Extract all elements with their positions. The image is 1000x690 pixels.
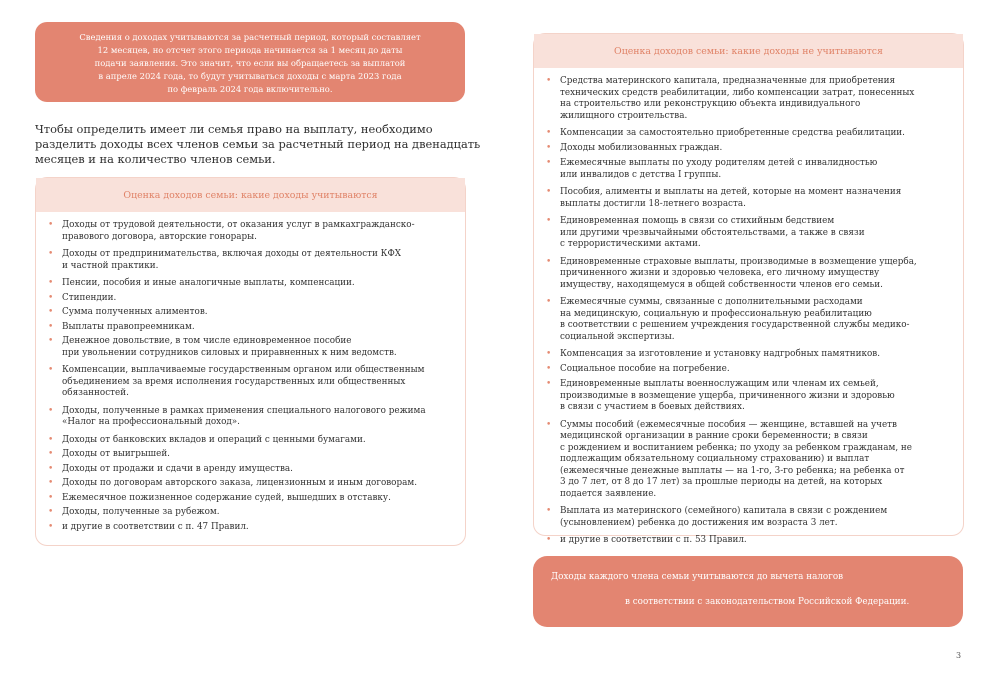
list-item-text: Единовременная помощь в связи со стихийным бедствием <box>560 216 835 226</box>
list-item <box>546 158 951 181</box>
list-item-text: социальной экспертизы. <box>560 331 675 342</box>
list-item-text: Суммы пособий (ежемесячные пособия — женщине, вставшей на учетв <box>560 419 897 430</box>
list-item <box>48 478 453 490</box>
bullet-icon: • <box>546 256 552 267</box>
bullet-icon: • <box>48 449 54 459</box>
list-item <box>48 406 453 429</box>
bullet-icon: • <box>546 76 552 86</box>
list-item <box>546 187 951 210</box>
excluded-income-card <box>533 33 964 545</box>
list-item <box>546 257 951 292</box>
bullet-icon: • <box>48 249 54 259</box>
list-item-text: Денежное довольствие, в том числе единовременное пособие <box>62 336 352 346</box>
income-period-note <box>35 22 465 102</box>
list-item-text: или инвалидов с детства I группы. <box>560 169 722 180</box>
list-item-text: Доходы мобилизованных граждан. <box>560 143 723 153</box>
list-item-text: подлежащим обязательному социальному страхованию) и выплат <box>560 454 870 464</box>
bullet-icon: • <box>546 349 552 359</box>
list-item-text: Доходы, полученные за рубежом. <box>62 507 220 517</box>
bullet-icon: • <box>48 521 54 532</box>
bullet-icon: • <box>546 535 552 545</box>
list-item-text: Доходы от предпринимательства, включая доходы от деятельности КФХ <box>62 249 402 259</box>
bullet-icon: • <box>48 434 54 445</box>
list-item <box>546 379 951 414</box>
bullet-icon: • <box>48 405 54 416</box>
bullet-icon: • <box>48 292 54 303</box>
intro-line: месяцев и на количество членов семьи. <box>35 152 276 166</box>
list-item-text: и частной практики. <box>62 260 159 271</box>
bullet-icon: • <box>546 143 552 153</box>
bullet-icon: • <box>48 507 54 517</box>
list-item <box>48 464 453 476</box>
taxes-note <box>533 556 963 627</box>
bullet-icon: • <box>48 478 54 488</box>
taxes-note-line: Доходы каждого члена семьи учитываются до вычета налогов <box>551 572 844 582</box>
list-item-text: Ежемесячные выплаты по уходу родителям детей с инвалидностью <box>560 158 878 168</box>
note-line: в апреле 2024 года, то будут учитываться доходы с марта 2023 года <box>98 71 402 81</box>
list-item <box>48 507 453 519</box>
bullet-icon: • <box>48 365 54 375</box>
bullet-icon: • <box>546 158 552 168</box>
list-item <box>48 522 453 534</box>
included-income-card <box>35 177 466 546</box>
list-item-text: имуществу, находящемуся в общей собственности членов его семьи. <box>560 279 883 290</box>
list-item-text: Компенсации, выплачиваемые государственным органом или общественным <box>62 365 425 375</box>
intro-line: разделить доходы всех членов семьи за расчетный период на двенадцать <box>35 137 481 151</box>
intro-paragraph <box>35 122 481 167</box>
list-item <box>48 278 453 290</box>
list-item-text: Стипендии. <box>62 292 117 303</box>
list-item-text: в связи с участием в боевых действиях. <box>560 402 745 412</box>
bullet-icon: • <box>48 307 54 317</box>
list-item-text: Выплата из материнского (семейного) капитала в связи с рождением <box>560 506 888 516</box>
list-item-text: Средства материнского капитала, предназначенные для приобретения <box>560 76 896 86</box>
list-item-text: обязанностей. <box>62 388 129 398</box>
list-item-text: и другие в соответствии с п. 53 Правил. <box>560 535 747 545</box>
list-item <box>546 76 951 122</box>
list-item-text: и другие в соответствии с п. 47 Правил. <box>62 521 249 532</box>
list-item <box>48 365 453 400</box>
bullet-icon: • <box>546 216 552 226</box>
intro-line: Чтобы определить имеет ли семья право на выплату, необходимо <box>35 122 433 136</box>
bullet-icon: • <box>48 492 54 503</box>
bullet-icon: • <box>546 128 552 138</box>
list-item <box>546 420 951 501</box>
bullet-icon: • <box>546 187 552 197</box>
bullet-icon: • <box>48 220 54 230</box>
note-line: по февраль 2024 года включительно. <box>167 84 333 94</box>
list-item-text: Пенсии, пособия и иные аналогичные выплаты, компенсации. <box>62 278 355 288</box>
note-line: Сведения о доходах учитываются за расчетный период, который составляет <box>79 32 421 42</box>
list-item-text: Доходы от банковских вкладов и операций с ценными бумагами. <box>62 434 366 445</box>
list-item <box>546 143 951 155</box>
bullet-icon: • <box>546 364 552 374</box>
bullet-icon: • <box>48 278 54 288</box>
list-item <box>48 449 453 461</box>
excluded-income-title: Оценка доходов семьи: какие доходы не учитываются <box>534 34 963 68</box>
list-item-text: объединением за время исполнения государственных или общественных <box>62 376 406 387</box>
list-item-text: Ежемесячное пожизненное содержание судей, вышедших в отставку. <box>62 492 391 503</box>
page-number: 3 <box>956 651 962 660</box>
list-item-text: Доходы от трудовой деятельности, от оказания услуг в рамкахгражданско- <box>62 220 415 230</box>
note-line: 12 месяцев, но отсчет этого периода начинается за 1 месяц до даты <box>97 45 403 55</box>
list-item <box>48 249 453 272</box>
list-item <box>546 128 951 140</box>
list-item-text: Компенсация за изготовление и установку надгробных памятников. <box>560 349 881 359</box>
list-item <box>48 220 453 243</box>
list-item-text: технических средств реабилитации, либо компенсации затрат, понесенных <box>560 87 915 98</box>
list-item <box>48 293 453 305</box>
list-item-text: Сумма полученных алиментов. <box>62 307 208 317</box>
list-item <box>546 216 951 251</box>
list-item-text: 3 до 7 лет, от 8 до 17 лет) за прошлые периоды на детей, на которых <box>560 477 883 487</box>
list-item-text: Выплаты правопреемникам. <box>62 321 195 332</box>
list-item-text: Единовременные выплаты военнослужащим или членам их семьей, <box>560 379 879 389</box>
included-income-title: Оценка доходов семьи: какие доходы учитываются <box>36 178 465 212</box>
list-item-text: жилищного строительства. <box>560 110 688 121</box>
list-item-text: причиненного жизни и здоровью человека, его личному имуществу <box>560 268 880 278</box>
list-item <box>48 307 453 319</box>
list-item-text: Доходы от выигрышей. <box>62 449 170 459</box>
list-item-text: Ежемесячные суммы, связанные с дополнительными расходами <box>560 297 863 307</box>
list-item <box>546 506 951 529</box>
list-item-text: в соответствии с решением учреждения государственной службы медико- <box>560 320 910 330</box>
bullet-icon: • <box>48 463 54 474</box>
list-item-text: «Налог на профессиональный доход». <box>62 417 240 427</box>
bullet-icon: • <box>48 321 54 332</box>
list-item-text: на строительство или реконструкцию объекта индивидуального <box>560 99 861 109</box>
list-item <box>48 493 453 505</box>
list-item <box>546 364 951 376</box>
list-item <box>546 297 951 343</box>
list-item-text: выплаты достигли 18-летнего возраста. <box>560 198 746 209</box>
list-item-text: при увольнении сотрудников силовых и приравненных к ним ведомств. <box>62 347 397 358</box>
included-income-list <box>36 212 465 533</box>
list-item <box>48 435 453 447</box>
bullet-icon: • <box>546 297 552 307</box>
list-item-text: на медицинскую, социальную и профессиональную реабилитацию <box>560 308 872 319</box>
list-item-text: Пособия, алименты и выплаты на детей, которые на момент назначения <box>560 187 902 197</box>
bullet-icon: • <box>546 379 552 389</box>
excluded-income-list <box>534 68 963 547</box>
list-item-text: с рождением и воспитанием ребенка; по уходу за ребенком гражданам, не <box>560 442 912 453</box>
list-item-text: Социальное пособие на погребение. <box>560 364 730 374</box>
list-item-text: с террористическими актами. <box>560 239 701 249</box>
bullet-icon: • <box>546 419 552 430</box>
note-line: подачи заявления. Это значит, что если вы обращаетесь за выплатой <box>94 58 406 68</box>
list-item-text: Единовременные страховые выплаты, производимые в возмещение ущерба, <box>560 256 917 267</box>
bullet-icon: • <box>546 506 552 516</box>
list-item-text: (ежемесячные денежные выплаты — на 1-го, 3-го ребенка; на ребенка от <box>560 465 905 476</box>
list-item-text: правового договора, авторские гонорары. <box>62 231 257 242</box>
list-item <box>48 322 453 334</box>
list-item-text: медицинской организации в ранние сроки беременности; в связи <box>560 431 868 441</box>
list-item <box>48 336 453 359</box>
list-item-text: Доходы от продажи и сдачи в аренду имущества. <box>62 463 293 474</box>
bullet-icon: • <box>48 336 54 346</box>
list-item-text: или другими чрезвычайными обстоятельствами, а также в связи <box>560 227 865 238</box>
list-item-text: подается заявление. <box>560 488 657 499</box>
list-item-text: производимые в возмещение ущерба, причиненного жизни и здоровью <box>560 390 895 401</box>
list-item <box>546 349 951 361</box>
list-item-text: (усыновлением) ребенка до достижения им возраста 3 лет. <box>560 517 838 528</box>
list-item-text: Доходы, полученные в рамках применения специального налогового режима <box>62 405 426 416</box>
list-item-text: Доходы по договорам авторского заказа, лицензионным и иным договорам. <box>62 478 417 488</box>
list-item-text: Компенсации за самостоятельно приобретенные средства реабилитации. <box>560 128 905 138</box>
list-item <box>546 535 951 547</box>
taxes-note-line: в соответствии с законодательством Российской Федерации. <box>625 597 910 607</box>
